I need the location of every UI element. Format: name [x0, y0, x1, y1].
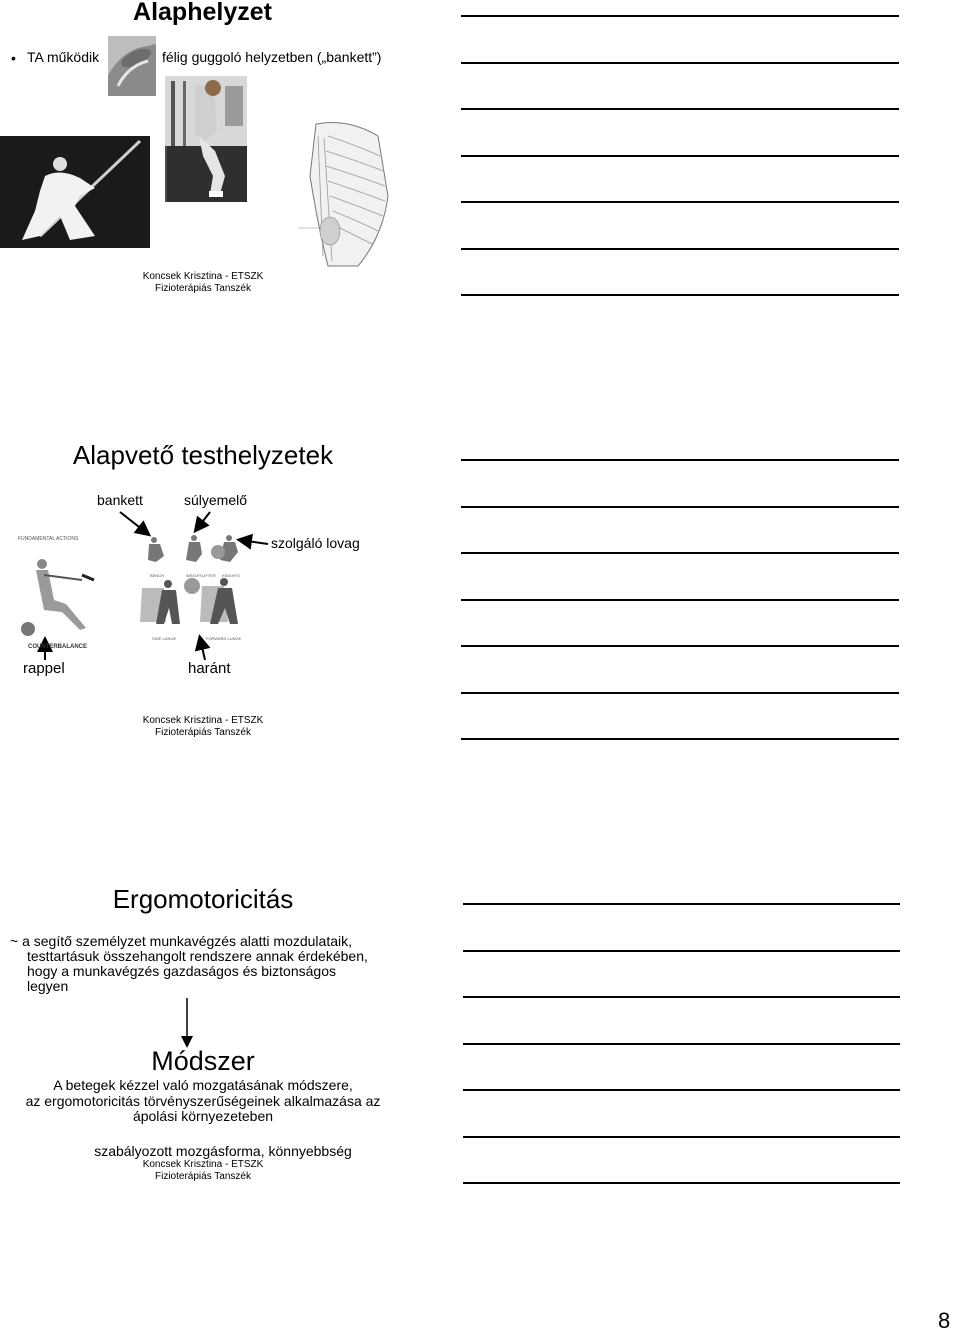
bullet-text-2: félig guggoló helyzetben („bankett”) [162, 49, 382, 65]
fig-caption-forward-lunge: FORWARD LUNGE [206, 636, 242, 641]
slide3-title: Ergomotoricitás [112, 884, 294, 914]
slide3-footer-line1: Koncsek Krisztina - ETSZK [142, 1159, 264, 1170]
slide2-footer-line1: Koncsek Krisztina - ETSZK [142, 715, 264, 726]
fig-caption-weightlifter: WEIGHTLIFTER [186, 573, 216, 578]
definition-line-2: testtartásuk összehangolt rendszere annak érdekében, [27, 948, 368, 964]
definition-line-1: ~ a segítő személyzet munkavégzés alatti mozdulataik, [10, 933, 353, 949]
squat-gym-photo [165, 76, 247, 202]
fig-caption-knights: KNIGHTS [222, 573, 240, 578]
slide2-title: Alapvető testhelyzetek [72, 440, 334, 470]
fig-caption-bench: BENCH [150, 573, 165, 578]
slide1-footer-line1: Koncsek Krisztina - ETSZK [142, 271, 264, 282]
label-sulyemelo: súlyemelő [184, 492, 248, 508]
method-line-4: szabályozott mozgásforma, könnyebbség [94, 1143, 352, 1159]
definition-text [10, 934, 368, 994]
slide2-footer-line2: Fizioterápiás Tanszék [155, 727, 251, 738]
bullet: • [11, 50, 16, 66]
tai-chi-pole-photo [0, 136, 150, 248]
slide1-footer-line2: Fizioterápiás Tanszék [155, 283, 251, 294]
hand-photo [108, 36, 156, 96]
method-line-1: A betegek kézzel való mozgatásának módszere, [53, 1077, 353, 1093]
slide1-title: Alaphelyzet [133, 0, 272, 26]
label-rappel: rappel [23, 660, 65, 677]
label-szolgalo-lovag: szolgáló lovag [271, 535, 360, 551]
method-subtitle: Módszer [151, 1046, 255, 1076]
definition-line-4: legyen [27, 978, 69, 994]
method-line-2: az ergomotoricitás törvényszerűségeinek alkalmazása az [25, 1092, 381, 1109]
label-harant: haránt [188, 660, 231, 677]
page-number: 8 [938, 1308, 951, 1333]
abdominal-muscle-anatomy-illustration [288, 116, 402, 272]
definition-line-3: hogy a munkavégzés gazdaságos és biztonságos [27, 963, 336, 979]
method-line-3: ápolási környezeteben [132, 1108, 274, 1124]
method-text [0, 1078, 406, 1125]
label-bankett: bankett [97, 492, 143, 508]
fig-counterbalance: COUNTERBALANCE [28, 644, 87, 650]
down-arrow [181, 998, 193, 1048]
fig-header: FUNDAMENTAL ACTIONS [18, 536, 79, 542]
fundamental-actions-figure [14, 530, 264, 655]
slide3-footer-line2: Fizioterápiás Tanszék [155, 1171, 251, 1182]
fig-caption-side-lunge: SIDE LUNGE [152, 636, 177, 641]
bullet-text-1: TA működik [27, 49, 100, 65]
